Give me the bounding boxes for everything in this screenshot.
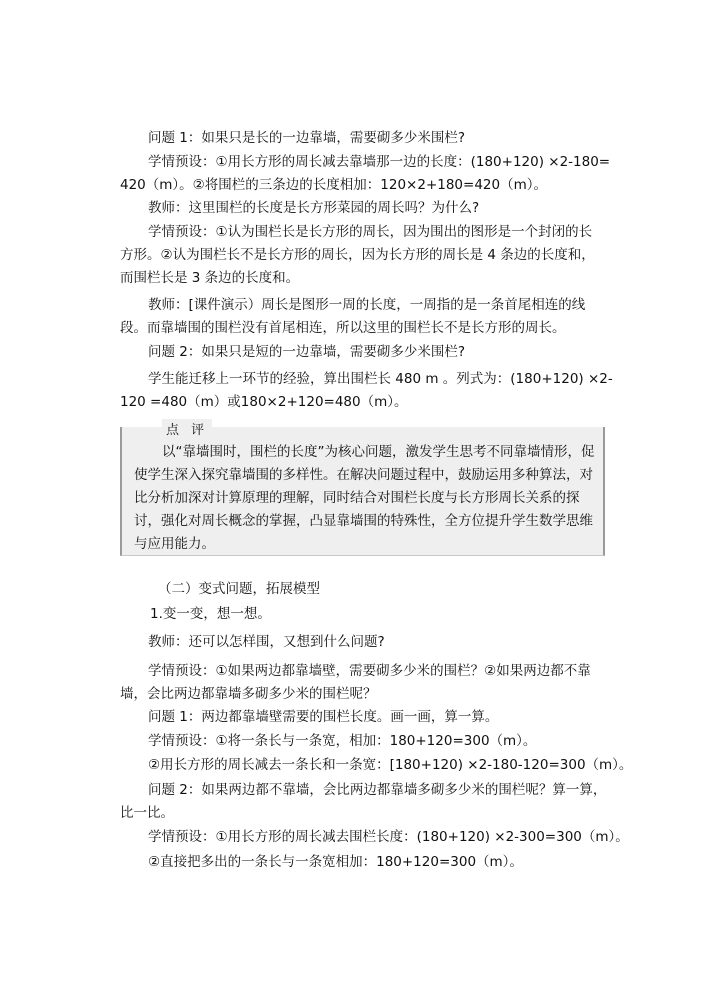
presume-4b-text: ②用长方形的周长减去一条长和一条宽：[180+120) ×2-180-120=300（m）。 <box>148 757 633 773</box>
presume-1-line-1: 学情预设：①用长方形的周长减去靠墙那一边的长度：(180+120) ×2-180= <box>148 154 611 170</box>
presume-4-text: 学情预设：①将一条长与一条宽，相加：180+120=300（m）。 <box>148 733 537 749</box>
question-1-text: 问题 1：如果只是长的一边靠墙，需要砌多少米围栏? <box>148 130 466 146</box>
student-answer-line-1: 学生能迁移上一环节的经验，算出围栏长 480 m 。列式为：(180+120) ×2- <box>148 371 613 387</box>
question-2 <box>148 341 638 364</box>
question-4-line-1: 问题 2：如果两边都不靠墙，会比两边都靠墙多砌多少米的围栏呢？算一算， <box>148 782 607 798</box>
presume-4b <box>148 754 638 777</box>
presume-2-line-2: 方形。②认为围栏长不是长方形的周长，因为长方形的周长是 4 条边的长度和， <box>120 247 595 263</box>
presume-2-line-1: 学情预设：①认为围栏长是长方形的周长，因为围出的图形是一个封闭的长 <box>148 224 593 240</box>
presume-1 <box>120 151 610 197</box>
teacher-1 <box>148 197 638 220</box>
teacher-2-line-2: 段。而靠墙围的围栏没有首尾相连，所以这里的围栏长不是长方形的周长。 <box>120 320 566 336</box>
presume-5 <box>148 826 638 849</box>
teacher-1-text: 教师：这里围栏的长度是长方形菜园的周长吗？为什么? <box>148 200 480 216</box>
question-3-text: 问题 1：两边都靠墙壁需要的围栏长度。画一画，算一算。 <box>148 709 499 725</box>
presume-4 <box>148 730 638 753</box>
presume-3 <box>120 660 610 706</box>
student-answer <box>120 368 613 414</box>
question-1 <box>148 127 638 150</box>
comment-title: 点 评 <box>162 419 212 438</box>
presume-5b-text: ②直接把多出的一条长与一条宽相加：180+120=300（m）。 <box>148 854 523 870</box>
student-answer-line-2: 120 =480（m）或180×2+120=480（m）。 <box>120 394 408 410</box>
comment-text: 以“靠墙围时，围栏的长度”为核心问题，激发学生思考不同靠墙情形，促使学生深入探究靠墙围的多样性。在解决问题过程中，鼓励运用多种算法，对比分析加深对计算原理的理解，同时结合对围栏长度与长方形周长关系的探讨，强化对周长概念的掌握，凸显靠墙围的特殊性，全方位提升学生数学思维与应用能力。 <box>134 444 595 552</box>
teacher-2-line-1: 教师：[课件演示）周长是图形一周的长度，一周指的是一条首尾相连的线 <box>148 297 586 313</box>
presume-3-line-1: 学情预设：①如果两边都靠墙壁，需要砌多少米的围栏？②如果两边都不靠 <box>148 663 591 679</box>
presume-2 <box>120 221 610 290</box>
presume-2-line-3: 而围栏长是 3 条边的长度和。 <box>120 270 300 286</box>
presume-5-text: 学情预设：①用长方形的周长减去围栏长度：(180+120) ×2-300=300（m）。 <box>148 829 629 845</box>
sub-heading-1 <box>150 603 640 626</box>
teacher-3 <box>148 631 638 654</box>
sub-heading-1-text: 1.变一变，想一想。 <box>150 606 271 622</box>
presume-3-line-2: 墙，会比两边都靠墙多砌多少米的围栏呢？ <box>120 686 377 702</box>
teacher-2 <box>120 294 610 340</box>
comment-box <box>120 423 605 556</box>
question-3 <box>148 706 638 729</box>
teacher-3-text: 教师：还可以怎样围，又想到什么问题? <box>148 634 385 650</box>
question-4-line-2: 比一比。 <box>120 805 174 821</box>
presume-5b <box>148 851 638 874</box>
section-2-title: （二）变式问题，拓展模型 <box>158 581 320 597</box>
presume-1-line-2: 420（m）。②将围栏的三条边的长度相加：120×2+180=420（m）。 <box>120 177 547 193</box>
question-4 <box>120 779 610 825</box>
question-2-text: 问题 2：如果只是短的一边靠墙，需要砌多少米围栏? <box>148 344 466 360</box>
